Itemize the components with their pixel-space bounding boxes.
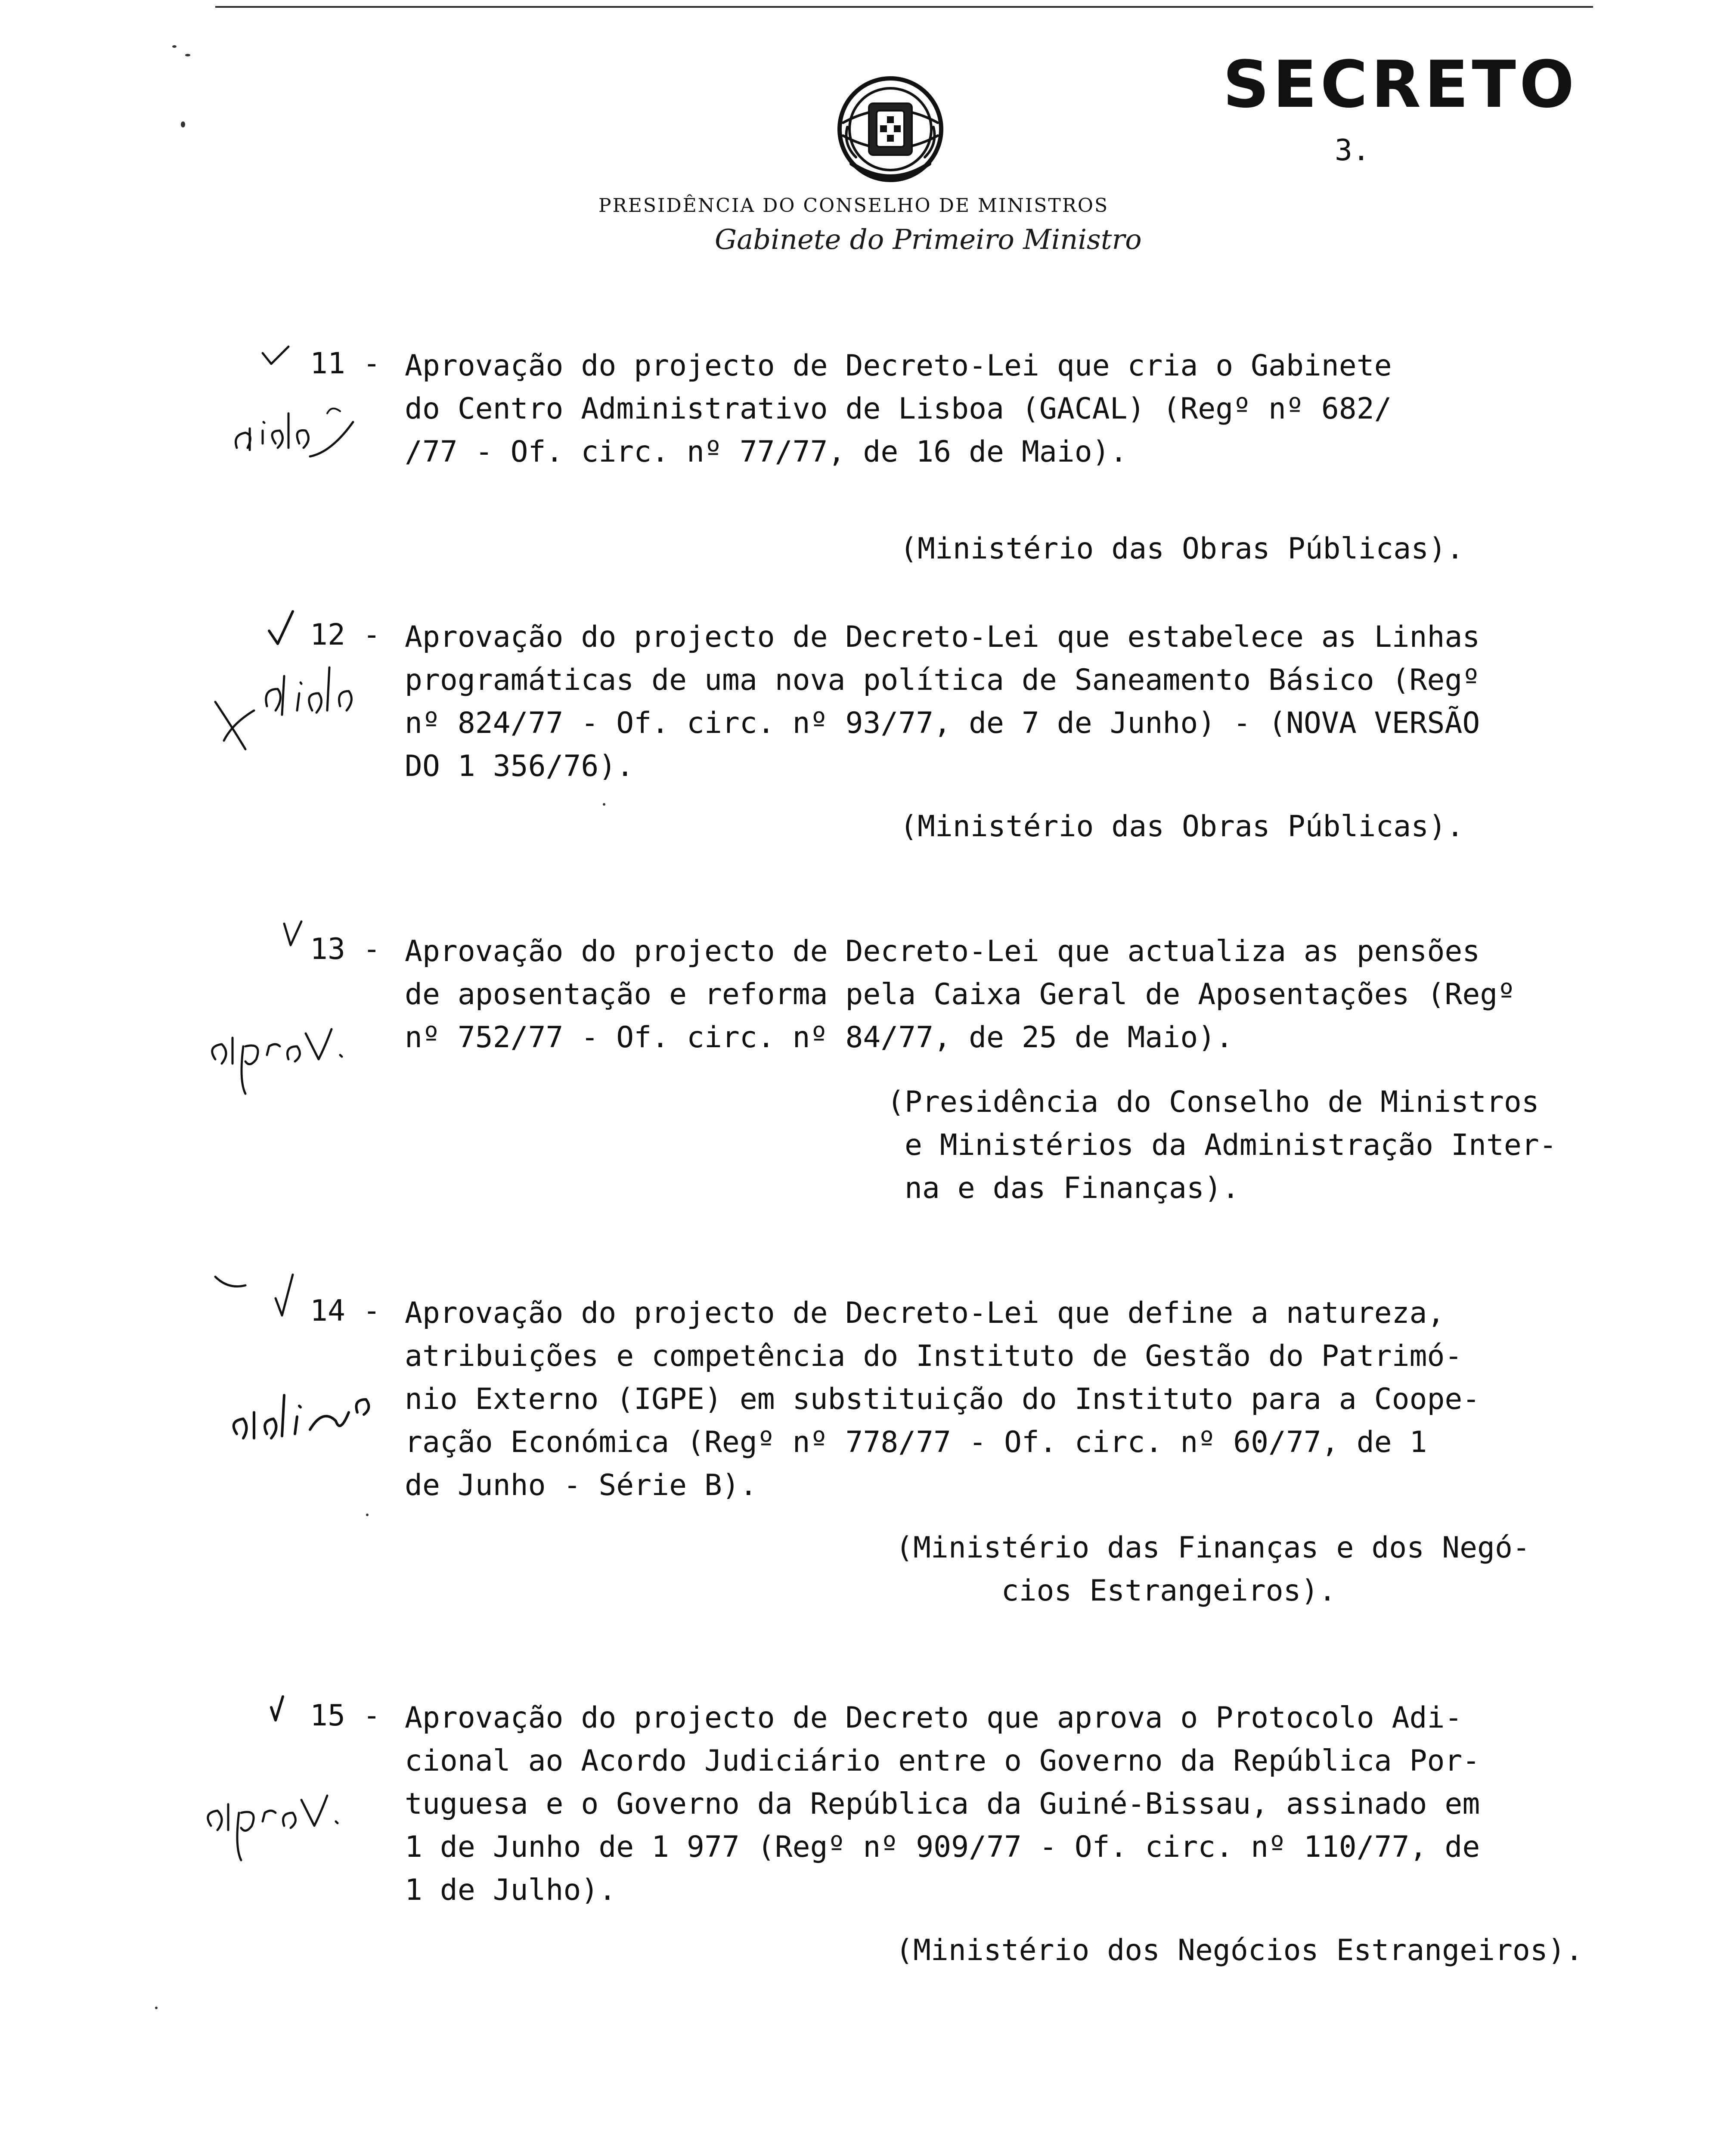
ministry-attribution: (Ministério dos Negócios Estrangeiros). [896, 1933, 1583, 1967]
ministry-attribution: (Presidência do Conselho de Ministros [887, 1085, 1539, 1119]
item-text-line: de Junho - Série B). [405, 1468, 757, 1502]
scan-speck [155, 2007, 158, 2009]
item-text-line: atribuições e competência do Instituto de Gestão do Patrimó- [405, 1339, 1463, 1373]
ministry-attribution: (Ministério das Obras Públicas). [900, 810, 1464, 844]
handwritten-annotation [224, 1369, 388, 1455]
scan-speck [185, 54, 190, 56]
item-number: 12 - [310, 618, 381, 652]
scan-speck [181, 121, 185, 127]
item-text-line: /77 - Of. circ. nº 77/77, de 16 de Maio). [405, 435, 1128, 469]
item-number: 15 - [310, 1699, 381, 1733]
item-text-line: Aprovação do projecto de Decreto-Lei que actualiza as pensões [405, 934, 1480, 968]
item-text-line: 1 de Julho). [405, 1873, 617, 1907]
classification-stamp: SECRETO [1223, 47, 1578, 122]
ministry-attribution: cios Estrangeiros). [896, 1574, 1336, 1608]
item-text-line: programáticas de uma nova política de Saneamento Básico (Regº [405, 663, 1480, 697]
item-text-line: tuguesa e o Governo da República da Guiné-Bissau, assinado em [405, 1787, 1480, 1821]
page-number: 3. [1335, 133, 1370, 168]
item-number: 11 - [310, 347, 381, 381]
handwritten-annotation [224, 388, 362, 461]
handwritten-annotation [202, 1012, 366, 1098]
item-text-line: nº 824/77 - Of. circ. nº 93/77, de 7 de Junho) - (NOVA VERSÃO [405, 706, 1480, 740]
item-text-line: DO 1 356/76). [405, 749, 634, 783]
item-text-line: nio Externo (IGPE) em substituição do Instituto para a Coope- [405, 1382, 1480, 1416]
item-number: 14 - [310, 1294, 381, 1328]
office-subheading: Gabinete do Primeiro Ministro [715, 224, 1142, 256]
checkmark-icon [269, 1694, 286, 1725]
ministry-attribution: (Ministério das Obras Públicas). [900, 532, 1464, 566]
item-text-line: Aprovação do projecto de Decreto-Lei que define a natureza, [405, 1296, 1445, 1330]
handwritten-annotation [207, 650, 388, 762]
item-text-line: cional ao Acordo Judiciário entre o Governo da República Por- [405, 1744, 1480, 1778]
portuguese-coat-of-arms-icon [826, 71, 955, 196]
item-text-line: de aposentação e reforma pela Caixa Geral de Aposentações (Regº [405, 977, 1516, 1011]
item-text-line: 1 de Junho de 1 977 (Regº nº 909/77 - Of. circ. nº 110/77, de [405, 1830, 1480, 1864]
handwritten-annotation [198, 1778, 362, 1864]
scan-speck [172, 45, 177, 48]
checkmark-icon [211, 1272, 297, 1320]
ministry-attribution: e Ministérios da Administração Inter- [887, 1128, 1557, 1162]
checkmark-icon [260, 344, 291, 370]
ministry-attribution: (Ministério das Finanças e dos Negó- [896, 1531, 1530, 1565]
checkmark-icon [282, 919, 304, 949]
item-text-line: Aprovação do projecto de Decreto que aprova o Protocolo Adi- [405, 1701, 1463, 1735]
item-text-line: Aprovação do projecto de Decreto-Lei que cria o Gabinete [405, 349, 1392, 383]
ministry-attribution: na e das Finanças). [887, 1171, 1240, 1205]
item-text-line: nº 752/77 - Of. circ. nº 84/77, de 25 de Maio). [405, 1021, 1234, 1055]
scan-speck [366, 1514, 369, 1516]
item-number: 13 - [310, 932, 381, 966]
top-rule [215, 6, 1593, 8]
checkmark-icon [267, 609, 297, 648]
item-text-line: Aprovação do projecto de Decreto-Lei que estabelece as Linhas [405, 620, 1480, 654]
scan-speck [603, 803, 605, 806]
item-text-line: ração Económica (Regº nº 778/77 - Of. circ. nº 60/77, de 1 [405, 1425, 1427, 1459]
institution-heading: PRESIDÊNCIA DO CONSELHO DE MINISTROS [598, 195, 1109, 217]
item-text-line: do Centro Administrativo de Lisboa (GACAL) (Regº nº 682/ [405, 392, 1392, 426]
